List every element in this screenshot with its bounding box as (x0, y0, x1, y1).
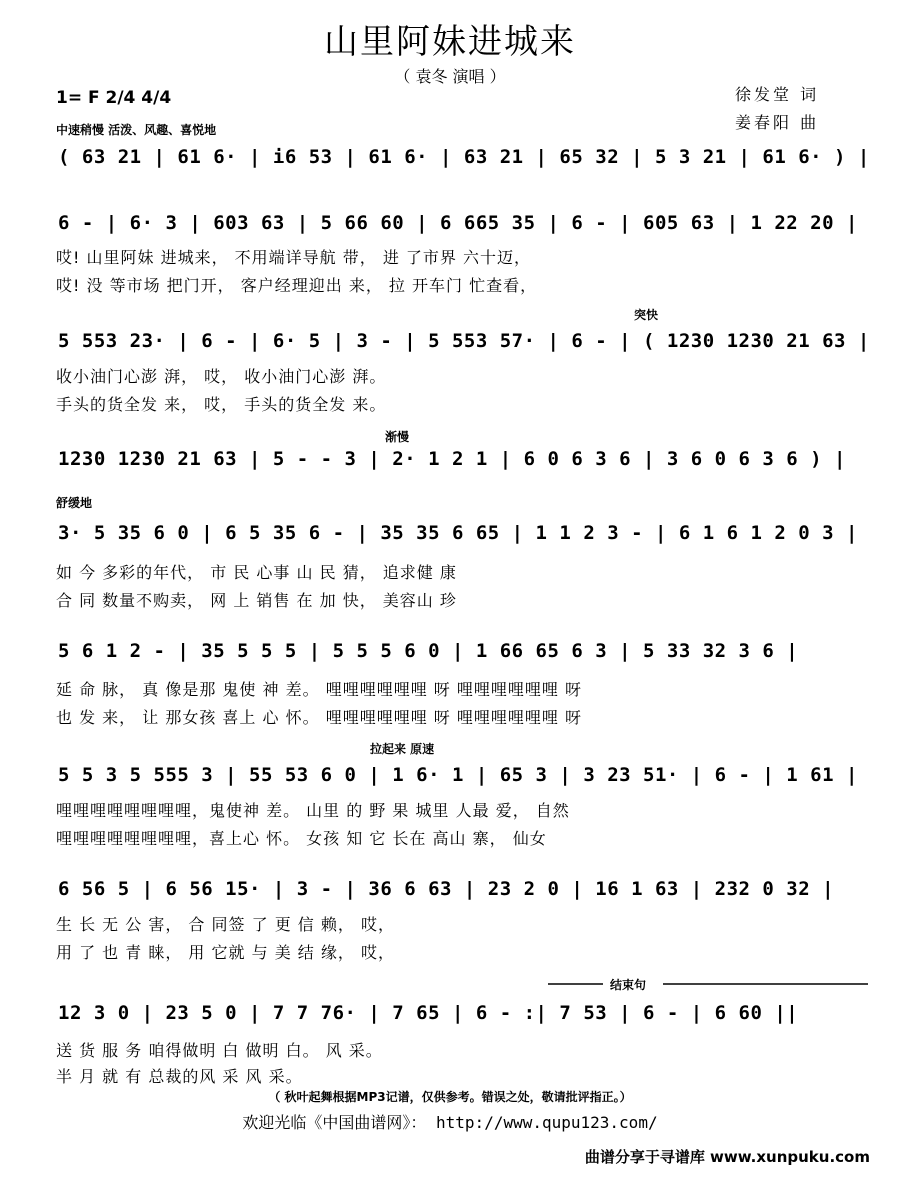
lyricist-credit: 徐发堂 词 (735, 85, 820, 104)
score-line-4 (50, 444, 870, 476)
welcome-link[interactable]: 欢迎光临《中国曲谱网》： http://www.qupu123.com/ (242, 1113, 658, 1132)
tempo-change-mark: 舒缓地 (56, 496, 93, 510)
lyric-verse-1: 送 货 服 务 咱得做明 白 做明 白。 风 采。 (56, 1041, 383, 1060)
lyric-verse-2: 合 同 数量不购卖， 网 上 销售 在 加 快， 美容山 珍 (56, 591, 457, 610)
tempo-change-mark: 突快 (634, 308, 659, 322)
lyric-verse-2: 用 了 也 青 睐， 用 它就 与 美 结 缘， 哎， (56, 943, 395, 962)
score-line-7 (50, 760, 870, 792)
lyric-verse-1: 哩哩哩哩哩哩哩哩，鬼使神 差。 山里 的 野 果 城里 人最 爱， 自然 (56, 801, 570, 820)
lyric-verse-1: 生 长 无 公 害， 合 同签 了 更 信 赖， 哎， (56, 915, 395, 934)
lyric-verse-2: 半 月 就 有 总裁的风 采 风 采。 (56, 1067, 303, 1086)
key-signature: 1= F 2/4 4/4 (56, 88, 172, 108)
notes: 6 56 5 | 6 56 15· | 3 - | 36 6 63 | 23 2 0 | 16 1 63 | 232 0 32 | (58, 878, 835, 900)
score-line-2 (50, 208, 870, 240)
score-line-3 (50, 326, 870, 358)
ending-bracket-line (548, 982, 868, 986)
score-line-8 (50, 874, 870, 906)
ending-section-mark: 结束句 (610, 978, 647, 992)
song-title: 山里阿妹进城来 (324, 22, 576, 62)
notes: 5 6 1 2 - | 35 5 5 5 | 5 5 5 6 0 | 1 66 65 6 3 | 5 33 32 3 6 | (58, 640, 799, 662)
notes: 5 5 3 5 555 3 | 55 53 6 0 | 1 6· 1 | 65 3 | 3 23 51· | 6 - | 1 61 | (58, 764, 858, 786)
notes: 5 553 23· | 6 - | 6· 5 | 3 - | 5 553 57· | 6 - | ( 1230 1230 21 63 | (58, 330, 870, 352)
lyric-verse-1: 延 命 脉， 真 像是那 鬼使 神 差。 哩哩哩哩哩哩 呀 哩哩哩哩哩哩 呀 (56, 680, 582, 699)
lyric-verse-2: 手头的货全发 来， 哎， 手头的货全发 来。 (56, 395, 387, 414)
tempo-marking: 中速稍慢 活泼、风趣、喜悦地 (56, 123, 217, 137)
lyric-verse-2: 也 发 来， 让 那女孩 喜上 心 怀。 哩哩哩哩哩哩 呀 哩哩哩哩哩哩 呀 (56, 708, 582, 727)
notes: 1230 1230 21 63 | 5 - - 3 | 2· 1 2 1 | 6 0 6 3 6 | 3 6 0 6 3 6 ) | (58, 448, 846, 470)
lyric-verse-2: 哩哩哩哩哩哩哩哩，喜上心 怀。 女孩 知 它 长在 高山 寨， 仙女 (56, 829, 547, 848)
notes: 12 3 0 | 23 5 0 | 7 7 76· | 7 65 | 6 - :| 7 53 | 6 - | 6 60 || (58, 1002, 799, 1024)
score-line-6 (50, 636, 870, 668)
lyric-verse-1: 如 今 多彩的年代， 市 民 心事 山 民 猜， 追求健 康 (56, 563, 457, 582)
lyric-verse-1: 收小油门心澎 湃， 哎， 收小油门心澎 湃。 (56, 367, 387, 386)
tempo-change-mark: 渐慢 (385, 430, 410, 444)
score-line-1 (50, 142, 870, 174)
notes: ( 63 21 | 61 6· | i6 53 | 61 6· | 63 21 | 65 32 | 5 3 21 | 61 6· ) | (58, 146, 870, 168)
notes: 3· 5 35 6 0 | 6 5 35 6 - | 35 35 6 65 | 1 1 2 3 - | 6 1 6 1 2 0 3 | (58, 522, 858, 544)
notes: 6 - | 6· 3 | 603 63 | 5 66 60 | 6 665 35 | 6 - | 605 63 | 1 22 20 | (58, 212, 858, 234)
singer-credit: （ 袁冬 演唱 ） (394, 67, 506, 86)
watermark: 曲谱分享于寻谱库 www.xunpuku.com (584, 1148, 870, 1166)
composer-credit: 姜春阳 曲 (735, 113, 820, 132)
score-line-9 (50, 998, 870, 1030)
score-line-5 (50, 518, 870, 550)
transcription-note: （ 秋叶起舞根据MP3记谱，仅供参考。错误之处，敬请批评指正。） (268, 1090, 632, 1104)
tempo-change-mark: 拉起来 原速 (370, 742, 435, 756)
lyric-verse-2: 哎! 没 等市场 把门开， 客户经理迎出 来， 拉 开车门 忙查看， (56, 276, 538, 295)
lyric-verse-1: 哎! 山里阿妹 进城来， 不用端详导航 带， 进 了市界 六十迈， (56, 248, 532, 267)
